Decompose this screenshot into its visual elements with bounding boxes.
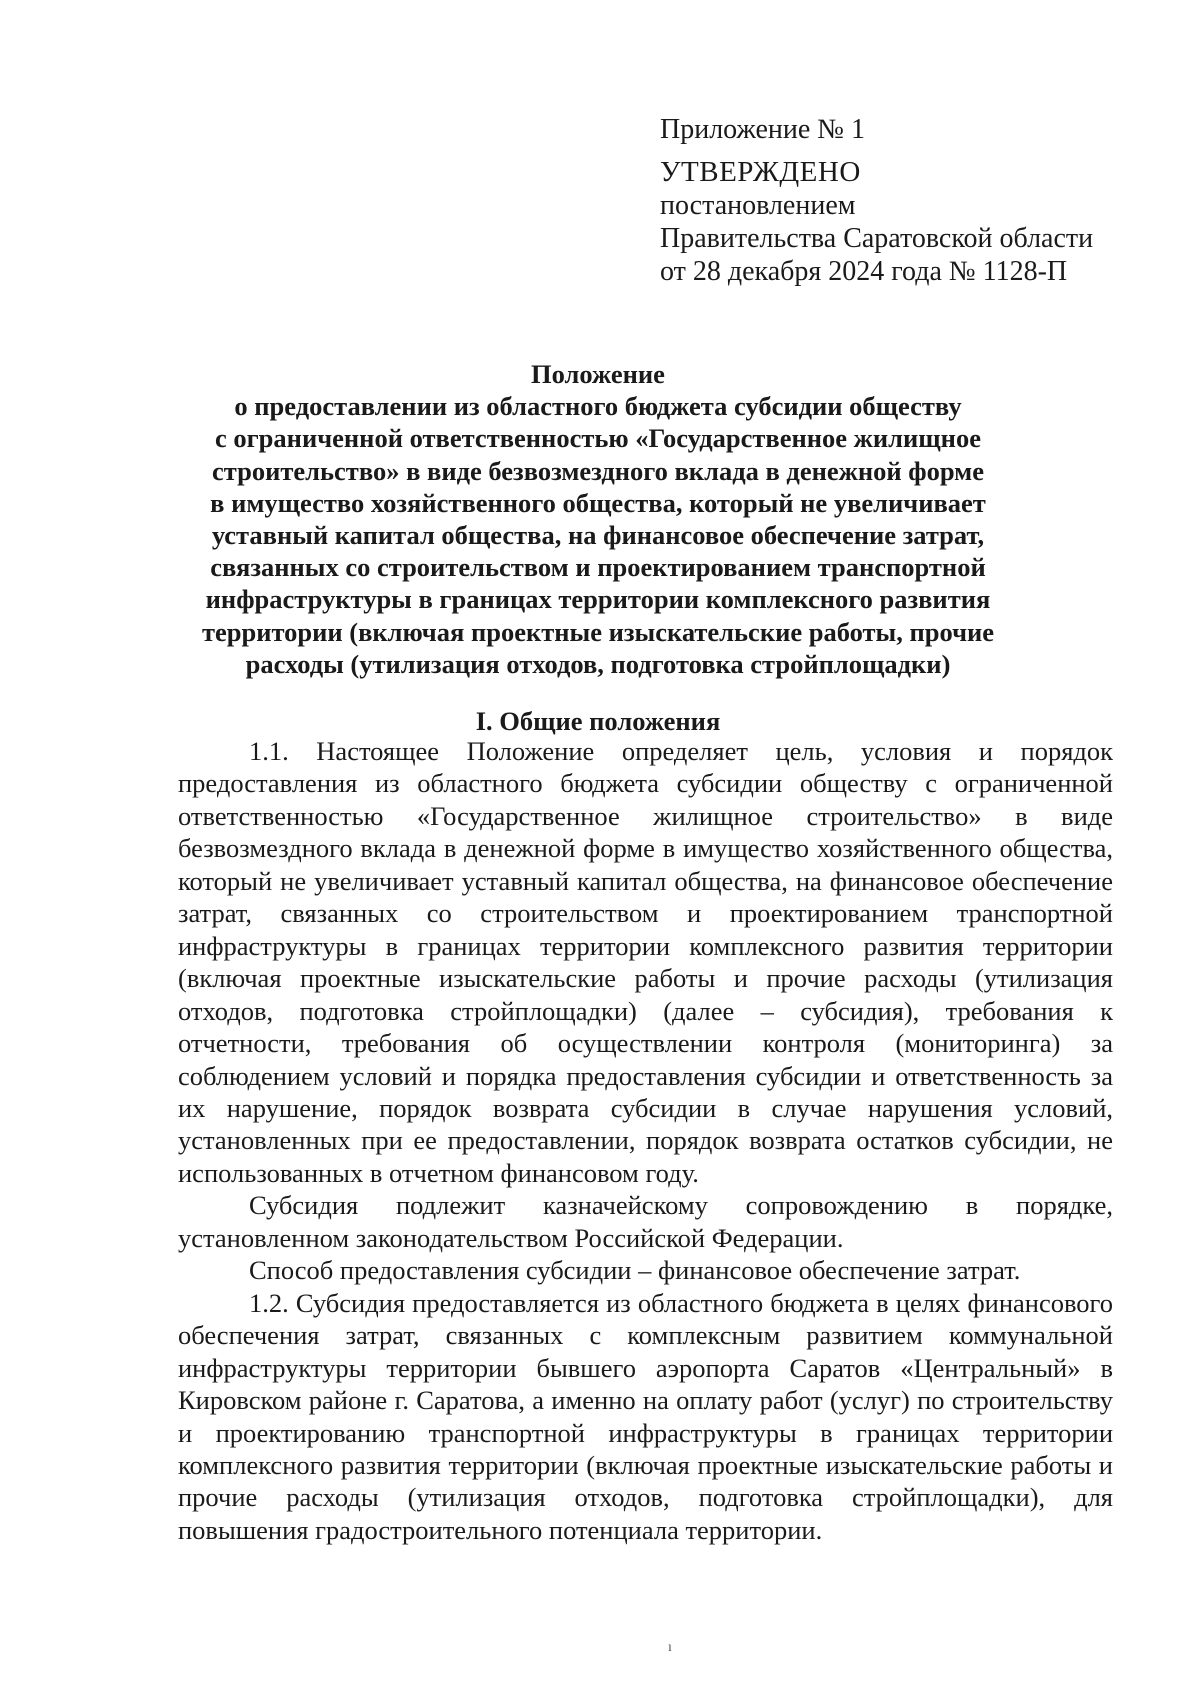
paragraph-method: Способ предоставления субсидии – финансовое обеспечение затрат. — [249, 1255, 1021, 1286]
approved-stamp-text: УТВЕРЖДЕНО — [660, 156, 861, 188]
approved-by-line-2: Правительства Саратовской области — [660, 223, 1094, 254]
body-text — [178, 735, 1113, 1546]
paragraph-1-2: 1.2. Субсидия предоставляется из областного бюджета в целях финансового обеспечения затрат, связанных с комплексным развитием коммунальной инфраструктуры территории бывшего аэропорта Саратов «Центральный» в Кировском районе г. Саратова, а именно на оплату работ (услуг) по строительству и проектированию транспортной инфраструктуры в границах территории комплексного развития территории (включая проектные изыскательские работы и прочие расходы (утилизация отходов, подготовка стройплощадки), для повышения градостроительного потенциала территории. — [178, 1287, 1113, 1545]
page-mark: ı — [668, 1640, 672, 1655]
paragraph-treasury: Субсидия подлежит казначейскому сопровождению в порядке, установленном законодательством Российской Федерации. — [178, 1190, 1113, 1253]
approval-date-number: от 28 декабря 2024 года № 1128-П — [660, 256, 1068, 287]
approval-block — [660, 113, 1140, 288]
annex-number: Приложение № 1 — [660, 114, 865, 145]
title-line: расходы (утилизация отходов, подготовка стройплощадки) — [245, 648, 951, 679]
paragraph-1-1: 1.1. Настоящее Положение определяет цель, условия и порядок предоставления из областного бюджета субсидии обществу с ограниченной ответственностью «Государственное жилищное строительство» в виде безвозмездного вклада в денежной форме в имущество хозяйственного общества, который не увеличивает уставный капитал общества, на финансовое обеспечение затрат, связанных со строительством и проектированием транспортной инфраструктуры в границах территории комплексного развития территории (включая проектные изыскательские работы и прочие расходы (утилизация отходов, подготовка стройплощадки) (далее – субсидия), требования к отчетности, требования об осуществлении контроля (мониторинга) за соблюдением условий и порядка предоставления субсидии и ответственность за их нарушение, порядок возврата субсидии в случае нарушения условий, установленных при ее предоставлении, порядок возврата остатков субсидии, не использованных в отчетном финансовом году. — [178, 736, 1113, 1188]
title-line: Положение — [531, 359, 665, 389]
title-line: инфраструктуры в границах территории комплексного развития — [205, 584, 991, 615]
section-heading: I. Общие положения — [475, 706, 721, 736]
title-line: строительство» в виде безвозмездного вклада в денежной форме — [212, 455, 984, 486]
approved-by-line-1: постановлением — [660, 190, 856, 221]
title-line: в имущество хозяйственного общества, который не увеличивает — [210, 487, 986, 518]
title-line: о предоставлении из областного бюджета субсидии обществу — [234, 391, 962, 422]
title-line: территории (включая проектные изыскательские работы, прочие — [201, 616, 995, 647]
title-line: с ограниченной ответственностью «Государственное жилищное — [215, 423, 981, 454]
title-line: связанных со строительством и проектированием транспортной — [210, 552, 986, 583]
document-title — [178, 358, 1018, 680]
title-line: уставный капитал общества, на финансовое обеспечение затрат, — [211, 520, 985, 551]
